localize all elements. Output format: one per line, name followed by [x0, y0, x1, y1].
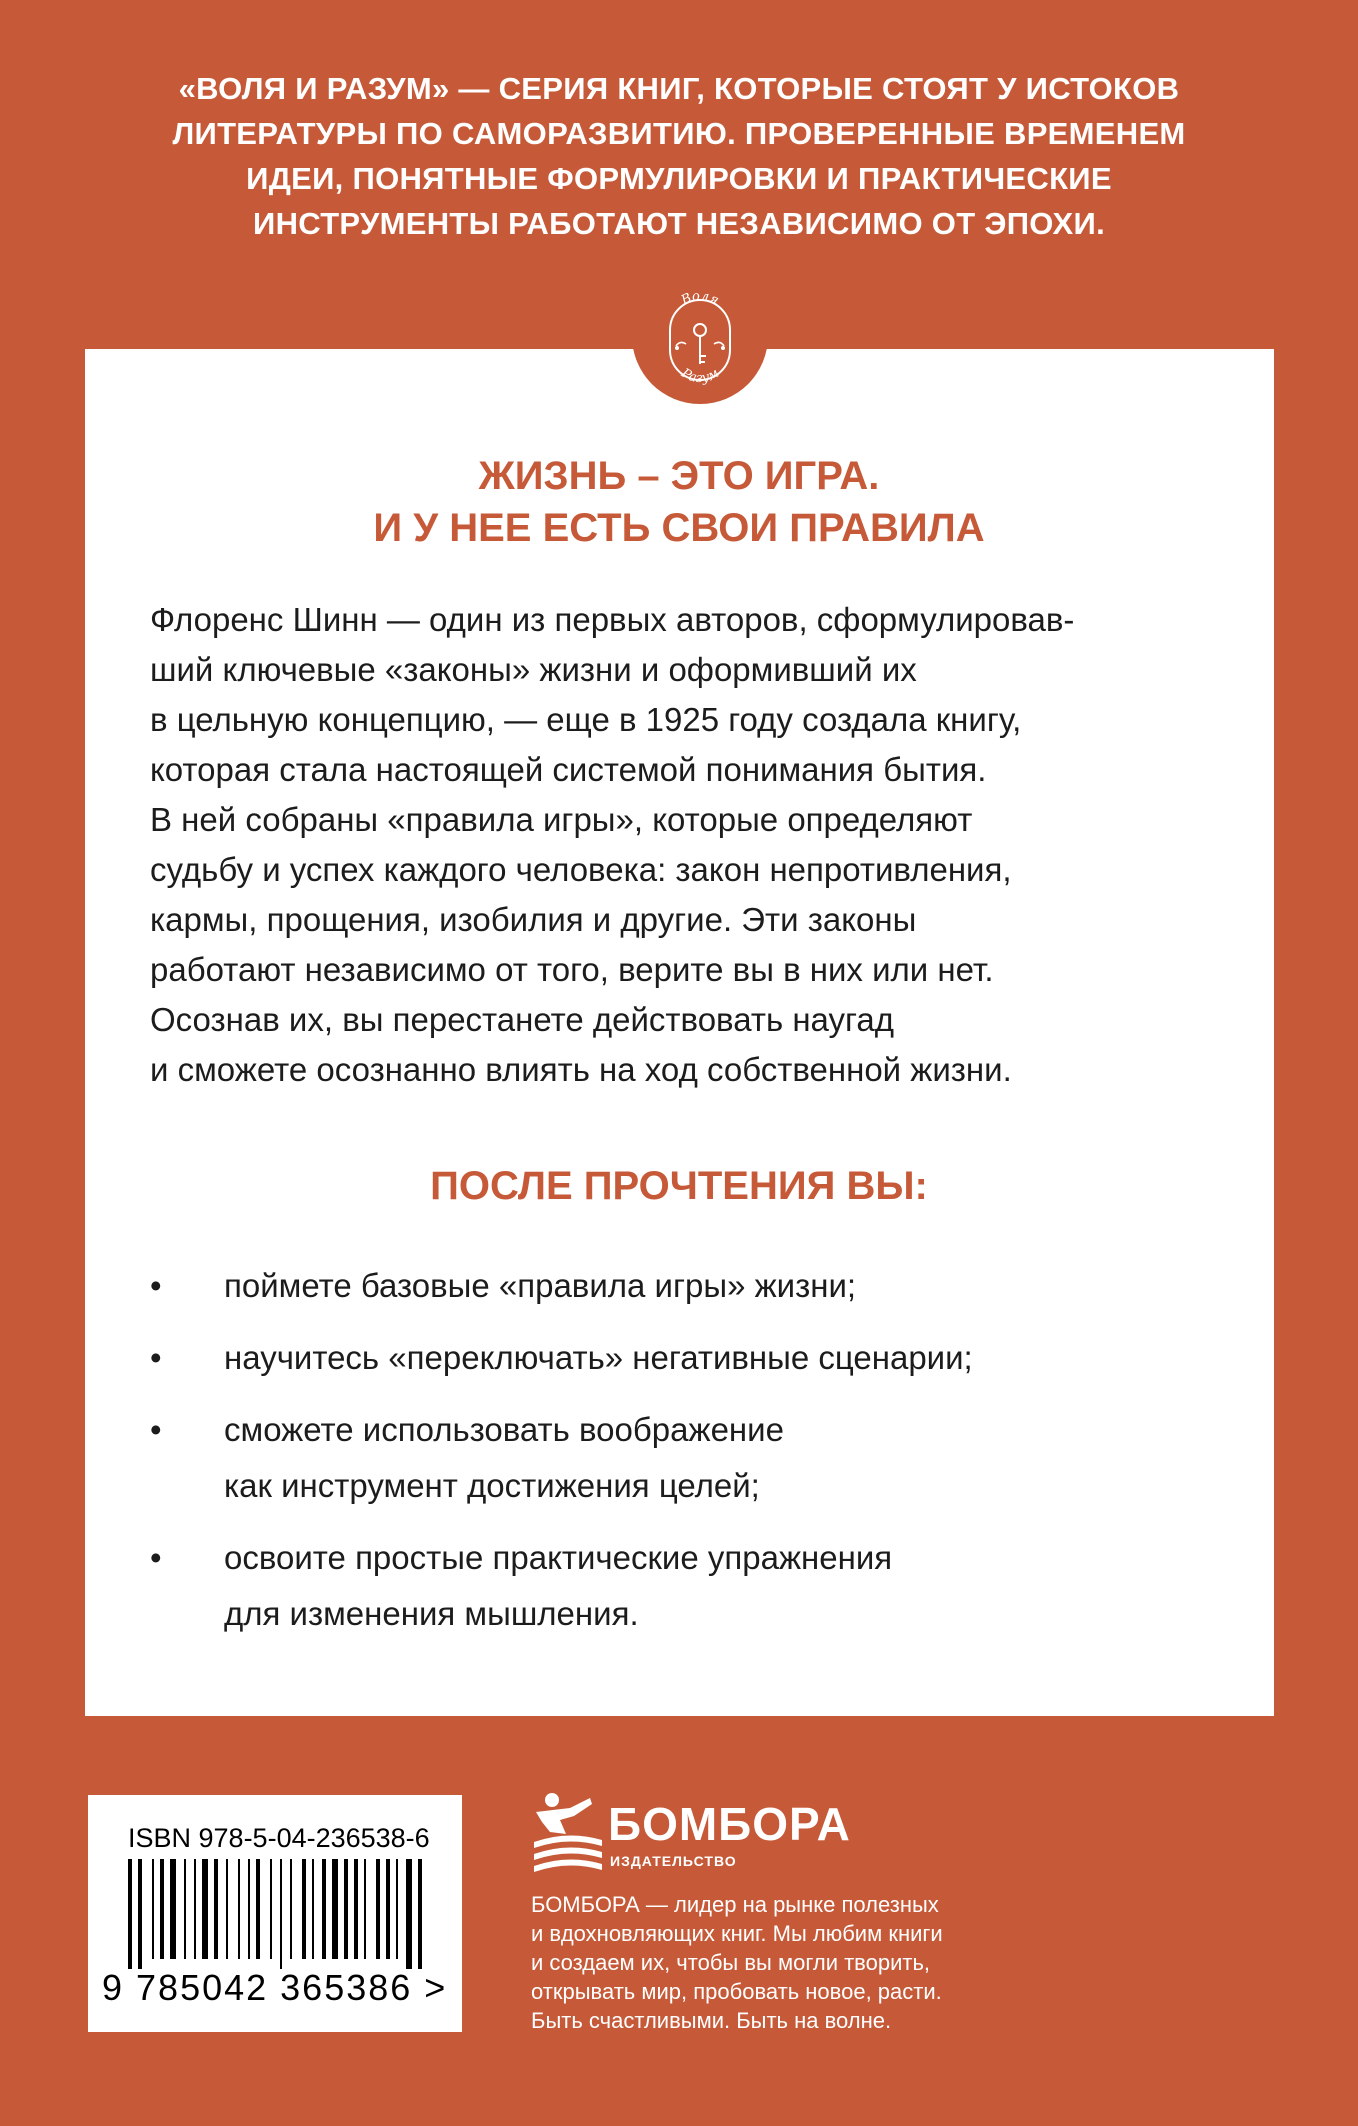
barcode-bar [386, 1859, 390, 1959]
benefits-list [150, 1258, 1240, 1658]
bullet-icon: • [150, 1339, 162, 1376]
list-item-line: сможете использовать воображение [224, 1411, 784, 1448]
body-line: которая стала настоящей системой понимания бытия. [150, 751, 987, 788]
body-line: в цельную концепцию, — еще в 1925 году создала книгу, [150, 701, 1022, 738]
barcode-bar [290, 1859, 292, 1959]
barcode-bar [312, 1859, 314, 1959]
body-line: Осознав их, вы перестанете действовать наугад [150, 1001, 894, 1038]
svg-text:Воля [678, 289, 721, 309]
publisher-name: БОМБОРА [608, 1798, 851, 1850]
barcode-bar [214, 1859, 218, 1959]
list-item-line: поймете базовые «правила игры» жизни; [224, 1267, 857, 1304]
body-line: Флоренс Шинн — один из первых авторов, сформулировав- [150, 601, 1075, 638]
after-reading-title: ПОСЛЕ ПРОЧТЕНИЯ ВЫ: [430, 1164, 928, 1208]
series-intro [80, 66, 1278, 246]
body-line: В ней собраны «правила игры», которые определяют [150, 801, 973, 838]
publisher-line: Быть счастливыми. Быть на волне. [531, 2008, 892, 2033]
bullet-icon: • [150, 1267, 162, 1304]
bullet-icon: • [150, 1411, 162, 1448]
barcode-bar [376, 1859, 380, 1959]
publisher-subtitle: ИЗДАТЕЛЬСТВО [610, 1853, 737, 1869]
intro-line: ИДЕИ, ПОНЯТНЫЕ ФОРМУЛИРОВКИ И ПРАКТИЧЕСКИЕ [246, 161, 1112, 196]
barcode-bar [344, 1859, 348, 1959]
barcode-bar [256, 1859, 260, 1959]
list-item [150, 1530, 1240, 1642]
barcode-bar [138, 1859, 142, 1969]
key-emblem-icon [632, 268, 768, 404]
body-line: кармы, прощения, изобилия и другие. Эти законы [150, 901, 917, 938]
publisher-line: БОМБОРА — лидер на рынке полезных [531, 1892, 939, 1917]
series-badge [632, 268, 768, 404]
body-line: ший ключевые «законы» жизни и оформивший их [150, 651, 917, 688]
barcode-bar [270, 1859, 272, 1959]
barcode-bar [406, 1859, 412, 1969]
publisher-description [531, 1890, 1051, 2035]
barcode-bar [170, 1859, 176, 1959]
barcode-bar [322, 1859, 326, 1959]
publisher-line: и вдохновляющих книг. Мы любим книги [531, 1921, 943, 1946]
barcode-bar [364, 1859, 366, 1959]
isbn-label: ISBN 978-5-04-236538-6 [128, 1823, 430, 1853]
barcode-bar [152, 1859, 154, 1959]
intro-line: «ВОЛЯ И РАЗУМ» — СЕРИЯ КНИГ, КОТОРЫЕ СТОЯТ У ИСТОКОВ [178, 71, 1180, 106]
body-line: работают независимо от того, верите вы в них или нет. [150, 951, 994, 988]
intro-line: ИНСТРУМЕНТЫ РАБОТАЮТ НЕЗАВИСИМО ОТ ЭПОХИ. [253, 206, 1105, 241]
isbn-digits: 9 785042 365386 > [102, 1967, 448, 2008]
body-line: судьбу и успех каждого человека: закон непротивления, [150, 851, 1012, 888]
list-item-line: научитесь «переключать» негативные сценарии; [224, 1339, 973, 1376]
barcode-bar [354, 1859, 358, 1959]
barcode-bar [280, 1859, 282, 1969]
isbn-barcode-box [88, 1795, 462, 2032]
barcode-icon [128, 1859, 424, 1969]
barcode-bar [202, 1859, 208, 1959]
publisher-line: и создаем их, чтобы вы могли творить, [531, 1950, 931, 1975]
barcode-bar [128, 1859, 132, 1969]
list-item-line: освоите простые практические упражнения [224, 1539, 893, 1576]
list-item-line: для изменения мышления. [224, 1595, 639, 1632]
barcode-bar [160, 1859, 164, 1959]
badge-top-text: Воля [679, 288, 722, 309]
headline [0, 450, 1358, 554]
barcode-bar [418, 1859, 422, 1969]
body-line: и сможете осознанно влиять на ход собственной жизни. [150, 1051, 1012, 1088]
list-item [150, 1402, 1240, 1514]
bullet-icon: • [150, 1539, 162, 1576]
headline-line: ЖИЗНЬ – ЭТО ИГРА. [478, 454, 880, 498]
svg-text:Разум [678, 365, 722, 386]
headline-line: И У НЕЕ ЕСТЬ СВОИ ПРАВИЛА [373, 506, 985, 550]
list-item [150, 1330, 1240, 1386]
badge-bottom-text: Разум [678, 365, 722, 387]
bombora-logo-icon [530, 1790, 606, 1876]
intro-line: ЛИТЕРАТУРЫ ПО САМОРАЗВИТИЮ. ПРОВЕРЕННЫЕ ВРЕМЕНЕМ [172, 116, 1186, 151]
publisher-line: открывать мир, пробовать новое, расти. [531, 1979, 942, 2004]
barcode-bar [184, 1859, 186, 1959]
barcode-bar [302, 1859, 306, 1959]
barcode-bar [194, 1859, 196, 1959]
barcode-bar [238, 1859, 240, 1959]
barcode-bar [332, 1859, 338, 1959]
barcode-bar [226, 1859, 228, 1959]
description-text [150, 595, 1230, 1095]
list-item [150, 1258, 1240, 1314]
list-item-line: как инструмент достижения целей; [224, 1467, 760, 1504]
barcode-bar [248, 1859, 250, 1959]
barcode-bar [396, 1859, 398, 1959]
